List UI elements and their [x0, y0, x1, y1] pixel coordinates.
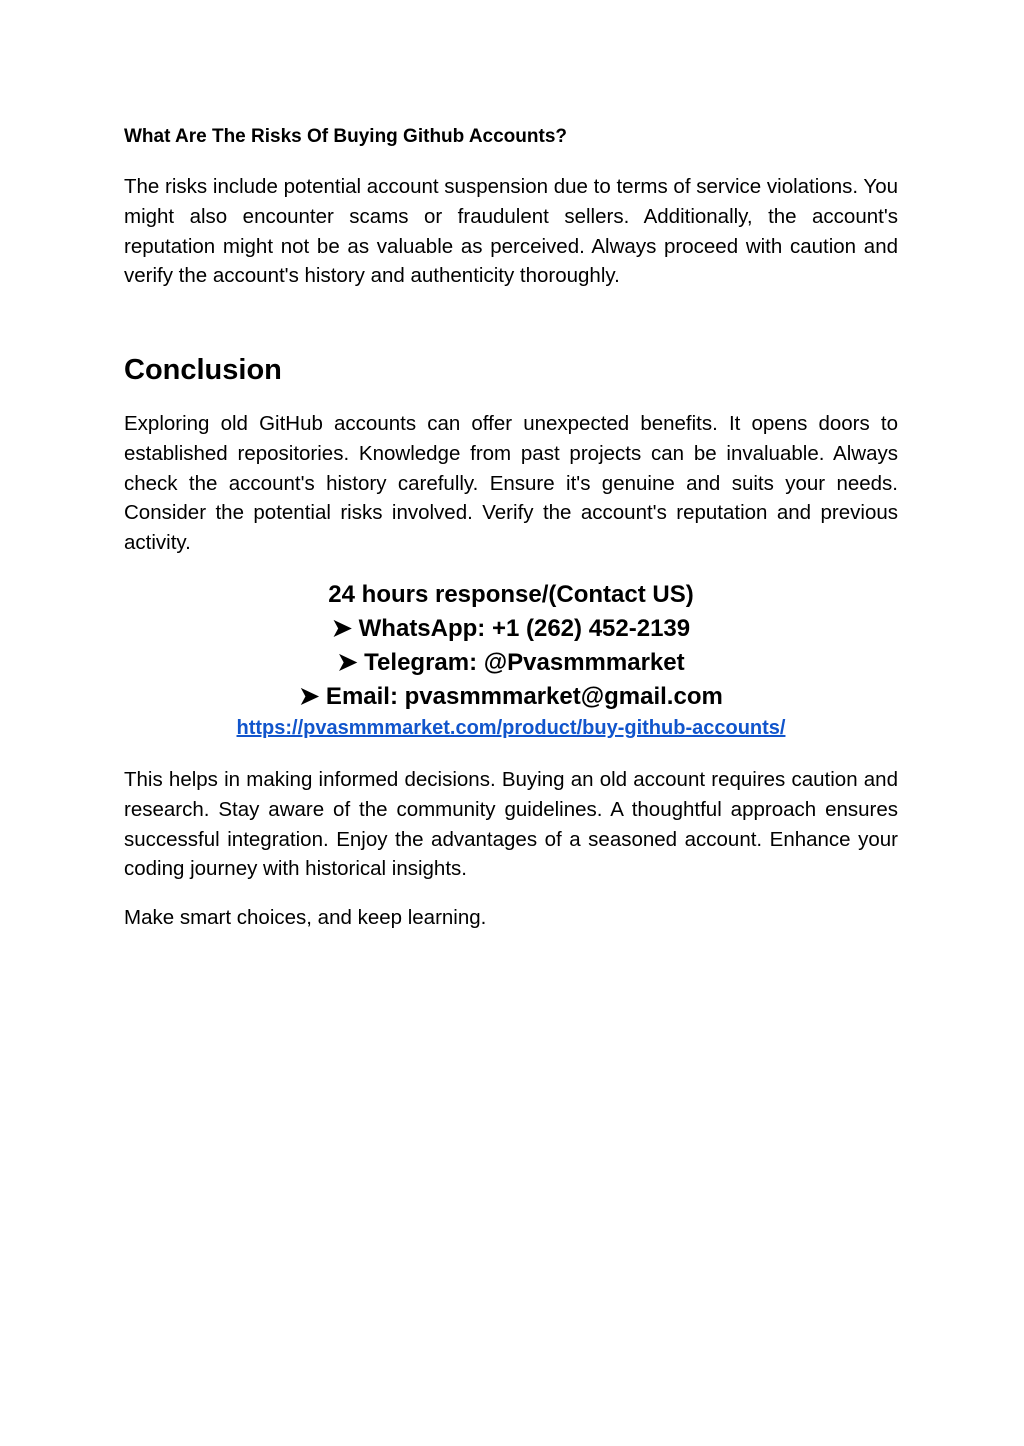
- faq-question-heading: What Are The Risks Of Buying Github Accounts?: [124, 126, 568, 147]
- contact-whatsapp: ➤ WhatsApp: +1 (262) 452-2139: [331, 615, 691, 642]
- conclusion-paragraph-1: Exploring old GitHub accounts can offer unexpected benefits. It opens doors to established repositories. Knowledge from past projects can be invaluable. Always check the account's history carefully. Ensure it's genuine and suits your needs. Consider the potential risks involved. Verify the account's reputation and previous activity.: [124, 412, 898, 555]
- conclusion-heading: Conclusion: [124, 354, 282, 386]
- conclusion-paragraph-3: Make smart choices, and keep learning.: [124, 906, 487, 929]
- contact-email: ➤ Email: pvasmmmarket@gmail.com: [299, 683, 723, 710]
- conclusion-paragraph-2: This helps in making informed decisions. Buying an old account requires caution and research. Stay aware of the community guidelines. A thoughtful approach ensures successful integration. Enjoy the advantages of a seasoned account. Enhance your coding journey with historical insights.: [124, 768, 898, 881]
- contact-header: 24 hours response/(Contact US): [328, 581, 694, 608]
- product-link[interactable]: https://pvasmmmarket.com/product/buy-github-accounts/: [236, 717, 786, 739]
- contact-block: [124, 578, 898, 742]
- faq-answer-paragraph: The risks include potential account suspension due to terms of service violations. You might also encounter scams or fraudulent sellers. Additionally, the account's reputation might not be as valuable as perceived. Always proceed with caution and verify the account's history and authenticity thoroughly.: [124, 175, 898, 288]
- contact-telegram: ➤ Telegram: @Pvasmmmarket: [337, 649, 685, 676]
